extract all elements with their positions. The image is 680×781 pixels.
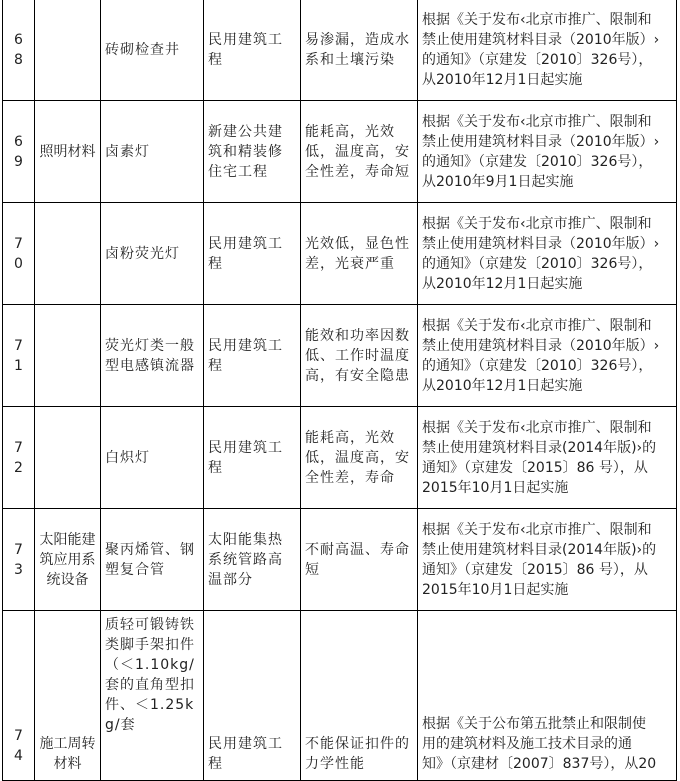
row-number: 7 2 <box>3 407 35 509</box>
material-name-cell: 卤粉荧光灯 <box>101 203 204 305</box>
scope-cell: 民用建筑工程 <box>204 407 301 509</box>
material-name-cell: 聚丙烯管、钢塑复合管 <box>101 509 204 611</box>
table-row <box>3 0 677 101</box>
reason-cell: 易渗漏，造成水系和土壤污染 <box>301 0 418 101</box>
reason-cell: 能效和功率因数低、工作时温度高，有安全隐患 <box>301 305 418 407</box>
reason-cell: 光效低，显色性差，光衰严重 <box>301 203 418 305</box>
reason-cell: 能耗高，光效低，温度高，安全性差，寿命短 <box>301 101 418 203</box>
table-row <box>3 509 677 611</box>
table-row <box>3 611 677 781</box>
table-row <box>3 101 677 203</box>
category-cell <box>35 407 101 509</box>
basis-cell: 根据《关于公布第五批禁止和限制使 用的建筑材料及施工技术目录的通 知》（京建材〔2007〕837号），从20 <box>418 611 677 781</box>
category-cell: 照明材料 <box>35 101 101 203</box>
material-name-cell: 荧光灯类一般型电感镇流器 <box>101 305 204 407</box>
scope-cell: 民用建筑工程 <box>204 305 301 407</box>
basis-cell: 根据《关于发布‹北京市推广、限制和 禁止使用建筑材料目录(2014年版)›的 通知》（京建发〔2015〕86 号），从 2015年10月1日起实施 <box>418 509 677 611</box>
reason-cell: 不耐高温、寿命短 <box>301 509 418 611</box>
row-number: 6 8 <box>3 0 35 101</box>
category-cell: 太阳能建筑应用系统设备 <box>35 509 101 611</box>
basis-cell: 根据《关于发布‹北京市推广、限制和 禁止使用建筑材料目录（2010年版）› 的通知》（京建发〔2010〕326号）， 从2010年9月1日起实施 <box>418 101 677 203</box>
material-name-cell: 质轻可锻铸铁类脚手架扣件（＜1.10kg/套的直角型扣件、＜1.25kg/套 <box>101 611 204 781</box>
table-row <box>3 305 677 407</box>
row-number: 7 1 <box>3 305 35 407</box>
material-name-cell: 卤素灯 <box>101 101 204 203</box>
scope-cell: 民用建筑工程 <box>204 611 301 781</box>
scope-cell: 新建公共建筑和精装修住宅工程 <box>204 101 301 203</box>
scope-cell: 民用建筑工程 <box>204 0 301 101</box>
category-cell <box>35 0 101 101</box>
category-cell <box>35 203 101 305</box>
materials-table <box>2 0 677 781</box>
scope-cell: 太阳能集热系统管路高温部分 <box>204 509 301 611</box>
basis-cell: 根据《关于发布‹北京市推广、限制和 禁止使用建筑材料目录（2010年版）› 的通知》（京建发〔2010〕326号）， 从2010年12月1日起实施 <box>418 305 677 407</box>
category-cell <box>35 305 101 407</box>
row-number: 7 4 <box>3 611 35 781</box>
table-row <box>3 203 677 305</box>
row-number: 7 0 <box>3 203 35 305</box>
reason-cell: 不能保证扣件的力学性能 <box>301 611 418 781</box>
basis-cell: 根据《关于发布‹北京市推广、限制和 禁止使用建筑材料目录（2010年版）› 的通知》（京建发〔2010〕326号）， 从2010年12月1日起实施 <box>418 203 677 305</box>
row-number: 6 9 <box>3 101 35 203</box>
scope-cell: 民用建筑工程 <box>204 203 301 305</box>
reason-cell: 能耗高，光效低，温度高，安全性差，寿命 <box>301 407 418 509</box>
material-name-cell: 白炽灯 <box>101 407 204 509</box>
material-name-cell: 砖砌检查井 <box>101 0 204 101</box>
category-cell: 施工周转材料 <box>35 611 101 781</box>
basis-cell: 根据《关于发布‹北京市推广、限制和 禁止使用建筑材料目录（2010年版）› 的通知》（京建发〔2010〕326号）， 从2010年12月1日起实施 <box>418 0 677 101</box>
table-row <box>3 407 677 509</box>
basis-cell: 根据《关于发布‹北京市推广、限制和 禁止使用建筑材料目录(2014年版)›的 通知》（京建发〔2015〕86 号），从 2015年10月1日起实施 <box>418 407 677 509</box>
row-number: 7 3 <box>3 509 35 611</box>
